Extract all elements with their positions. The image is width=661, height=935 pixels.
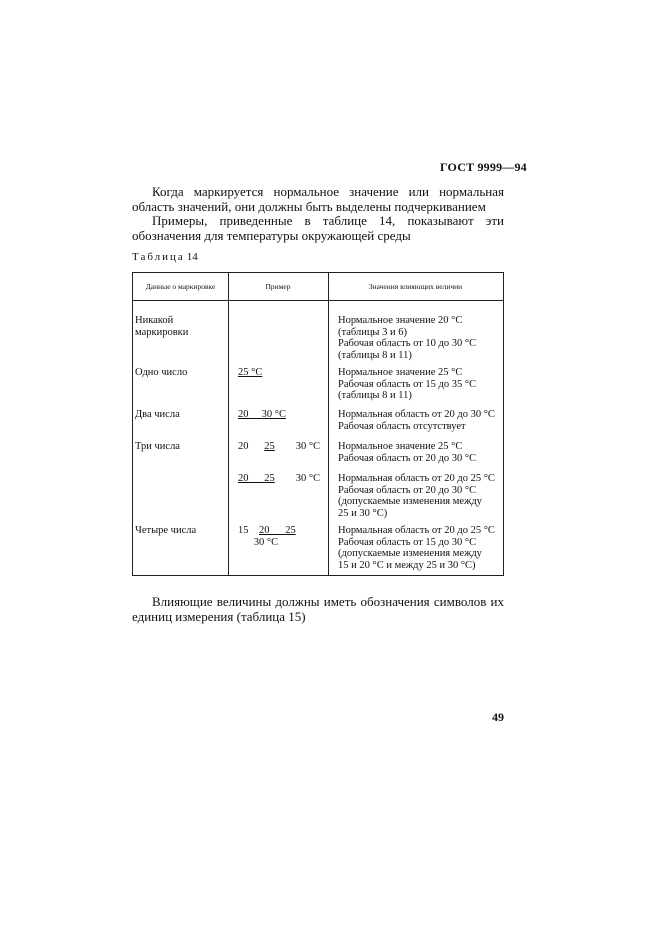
row-four-example — [238, 525, 296, 548]
table-14 — [132, 272, 504, 576]
value-line: 25 и 30 °С) — [338, 507, 388, 519]
value-line: (таблицы 8 и 11) — [338, 390, 412, 401]
standard-code: ГОСТ 9999—94 — [440, 160, 527, 174]
table-caption-number: 14 — [186, 251, 198, 263]
value-line: Нормальное значение 20 °С — [338, 315, 463, 326]
value-line: (таблицы 8 и 11) — [338, 349, 412, 361]
row-four-label: Четыре числа — [135, 525, 197, 536]
value-line: (допускаемые изменения между — [338, 496, 482, 507]
example-number: 30 °С — [261, 409, 286, 420]
value-line: Рабочая область от 20 до 30 °С — [338, 452, 477, 464]
example-number: 25 — [285, 525, 296, 536]
value-line: Рабочая область от 20 до 30 °С — [338, 484, 477, 496]
value-line: 15 и 20 °С и между 25 и 30 °С) — [338, 559, 476, 571]
example-number: 20 — [238, 441, 249, 452]
page-number: 49 — [492, 710, 504, 724]
row-three-b-example — [238, 473, 320, 485]
column-divider — [328, 273, 329, 575]
header-marking: Данные о маркировке — [145, 282, 216, 291]
header-divider — [133, 300, 503, 301]
value-line: Нормальное значение 25 °С — [338, 441, 463, 452]
value-line: (таблицы 3 и 6) — [338, 326, 407, 338]
row-none-label: Никакой маркировки — [135, 315, 189, 338]
intro-paragraph-1: Когда маркируется нормальное значение или нормальная область значений, они должны быть выделены подчеркиванием — [132, 184, 504, 214]
example-number: 25 — [264, 441, 275, 452]
row-two-values — [338, 409, 495, 432]
value-line: (допускаемые изменения между — [338, 548, 482, 559]
value-line: Рабочая область от 10 до 30 °С — [338, 338, 477, 349]
row-four-values — [338, 525, 495, 571]
column-divider — [228, 273, 229, 575]
value-line: Рабочая область от 15 до 35 °С — [338, 378, 477, 390]
header-example: Пример — [265, 282, 291, 291]
value-line: Рабочая область отсутствует — [338, 420, 466, 432]
row-three-a-values — [338, 441, 476, 464]
example-number: 15 — [238, 525, 249, 536]
value-line: Нормальная область от 20 до 30 °С — [338, 409, 495, 420]
row-three-b-values — [338, 473, 495, 519]
row-one-values — [338, 367, 476, 402]
outro-paragraph: Влияющие величины должны иметь обозначения символов их единиц измерения (таблица 15) — [132, 594, 504, 624]
row-none-values — [338, 315, 476, 361]
value-line: Нормальная область от 20 до 25 °С — [338, 473, 495, 484]
table-caption — [132, 251, 198, 263]
value-line: Нормальное значение 25 °С — [338, 367, 463, 378]
intro-paragraph-2: Примеры, приведенные в таблице 14, показывают эти обозначения для температуры окружающей среды — [132, 213, 504, 243]
row-two-label: Два числа — [135, 409, 180, 420]
row-three-label: Три числа — [135, 441, 180, 452]
value-line: Нормальная область от 20 до 25 °С — [338, 525, 495, 536]
row-one-label: Одно число — [135, 367, 188, 378]
example-number: 25 — [264, 473, 275, 484]
table-caption-word: Таблица — [132, 251, 185, 263]
example-number: 20 — [238, 473, 249, 484]
example-number: 20 — [259, 525, 270, 536]
header-values: Значения влияющих величин — [368, 282, 463, 291]
row-three-a-example — [238, 441, 320, 453]
row-one-example: 25 °С — [238, 367, 263, 378]
example-number: 20 — [238, 409, 249, 420]
row-two-example — [238, 409, 286, 421]
example-number: 30 °С — [253, 536, 279, 548]
example-number: 30 °С — [295, 441, 321, 452]
value-line: Рабочая область от 15 до 30 °С — [338, 536, 477, 548]
example-number: 30 °С — [295, 473, 321, 484]
